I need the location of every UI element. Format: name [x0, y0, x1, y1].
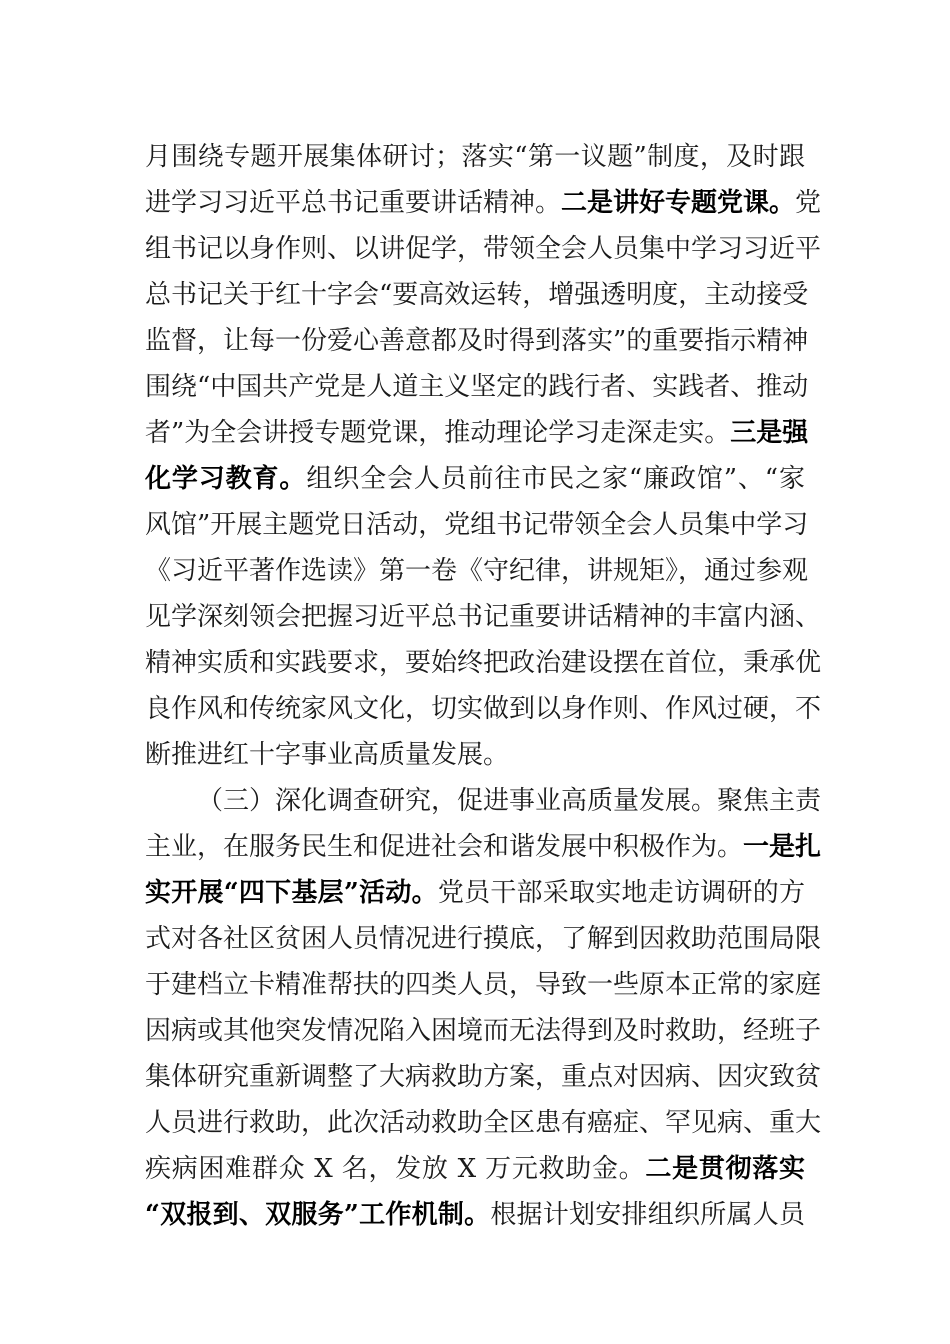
text-line — [145, 134, 805, 180]
text-line — [145, 916, 822, 962]
text-segment: 监督，让每一份爱心善意都及时得到落实”的重要指示精神 — [145, 326, 809, 356]
text-line — [145, 364, 809, 410]
text-line — [145, 732, 805, 778]
bold-text-segment: 化学习教育。 — [145, 464, 307, 494]
text-segment: 总书记关于红十字会“要高效运转，增强透明度，主动接受 — [145, 280, 809, 310]
text-segment: 式对各社区贫困人员情况进行摸底，了解到因救助范围局限 — [145, 924, 822, 954]
text-line — [145, 1146, 805, 1192]
text-segment: 《习近平著作选读》第一卷《守纪律，讲规矩》，通过参观 — [145, 556, 809, 586]
text-line — [145, 226, 822, 272]
text-line — [145, 640, 822, 686]
text-line — [145, 824, 822, 870]
text-line — [145, 548, 809, 594]
text-line — [145, 686, 822, 732]
bold-text-segment: 二是贯彻落实 — [645, 1154, 805, 1184]
text-line — [145, 456, 805, 502]
text-segment: 主业，在服务民生和促进社会和谐发展中积极作为。 — [145, 832, 744, 862]
bold-text-segment: “双报到、双服务”工作机制。 — [145, 1200, 491, 1230]
text-segment: 月围绕专题开展集体研讨；落实“第一议题”制度，及时跟 — [145, 142, 805, 172]
text-line — [145, 180, 822, 226]
bold-text-segment: 一是扎 — [743, 832, 822, 862]
text-segment: 进学习习近平总书记重要讲话精神。 — [145, 188, 562, 218]
bold-text-segment: 实开展“四下基层”活动。 — [145, 878, 438, 908]
text-line — [145, 318, 809, 364]
text-segment: 党 — [795, 188, 822, 218]
text-line — [145, 1100, 822, 1146]
text-line — [145, 502, 809, 548]
text-segment: 组书记以身作则、以讲促学，带领全会人员集中学习习近平 — [145, 234, 822, 264]
text-segment: 根据计划安排组织所属人员 — [490, 1200, 805, 1230]
text-line — [145, 1008, 822, 1054]
text-segment: 者”为全会讲授专题党课，推动理论学习走深走实。 — [145, 418, 731, 448]
text-segment: 见学深刻领会把握习近平总书记重要讲话精神的丰富内涵、 — [145, 602, 822, 632]
text-segment: （三）深化调查研究，促进事业高质量发展。聚焦主责 — [197, 786, 822, 816]
text-segment: 疾病困难群众 X 名，发放 X 万元救助金。 — [145, 1154, 646, 1184]
text-segment: 组织全会人员前往市民之家“廉政馆”、“家 — [306, 464, 805, 494]
body-text — [145, 134, 822, 1238]
text-line — [145, 962, 822, 1008]
text-line — [145, 272, 809, 318]
text-segment: 风馆”开展主题党日活动，党组书记带领全会人员集中学习 — [145, 510, 809, 540]
text-segment: 人员进行救助，此次活动救助全区患有癌症、罕见病、重大 — [145, 1108, 822, 1138]
text-segment: 断推进红十字事业高质量发展。 — [145, 740, 510, 770]
text-line — [145, 778, 822, 824]
text-segment: 围绕“中国共产党是人道主义坚定的践行者、实践者、推动 — [145, 372, 809, 402]
text-line — [145, 410, 809, 456]
text-segment: 党员干部采取实地走访调研的方 — [437, 878, 805, 908]
text-line — [145, 1054, 822, 1100]
bold-text-segment: 三是强 — [730, 418, 809, 448]
text-segment: 集体研究重新调整了大病救助方案，重点对因病、因灾致贫 — [145, 1062, 822, 1092]
text-segment: 因病或其他突发情况陷入困境而无法得到及时救助，经班子 — [145, 1016, 822, 1046]
text-line — [145, 594, 822, 640]
text-segment: 良作风和传统家风文化，切实做到以身作则、作风过硬，不 — [145, 694, 822, 724]
text-line — [145, 1192, 805, 1238]
bold-text-segment: 二是讲好专题党课。 — [561, 188, 796, 218]
text-segment: 精神实质和实践要求，要始终把政治建设摆在首位，秉承优 — [145, 648, 822, 678]
text-line — [145, 870, 805, 916]
text-segment: 于建档立卡精准帮扶的四类人员，导致一些原本正常的家庭 — [145, 970, 822, 1000]
